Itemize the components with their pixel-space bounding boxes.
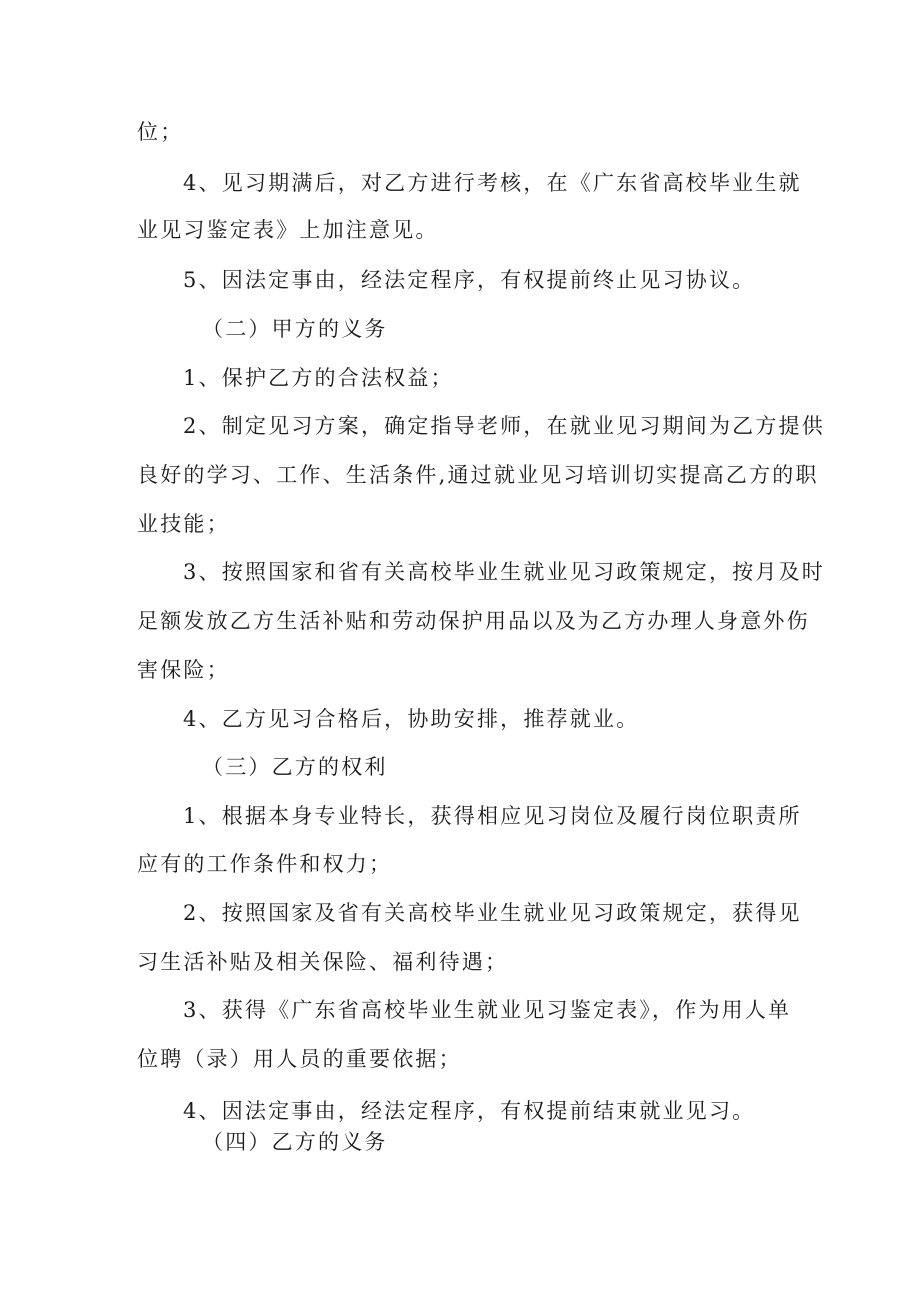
text-line: 2、制定见习方案，确定指导老师，在就业见习期间为乙方提供 <box>183 414 825 438</box>
text-line: 3、获得《广东省高校毕业生就业见习鉴定表》，作为用人单 <box>183 998 792 1022</box>
text-line: 4、乙方见习合格后，协助安排，推荐就业。 <box>183 707 640 731</box>
text-line: 位聘（录）用人员的重要依据； <box>137 1047 462 1071</box>
section-heading: （四）乙方的义务 <box>202 1130 388 1154</box>
text-line: 1、根据本身专业特长，获得相应见习岗位及履行岗位职责所 <box>183 804 802 828</box>
text-line: 5、因法定事由，经法定程序，有权提前终止见习协议。 <box>183 268 756 292</box>
section-heading: （二）甲方的义务 <box>202 317 388 341</box>
text-line: 害保险； <box>137 658 230 682</box>
text-line: 业见习鉴定表》上加注意见。 <box>137 218 439 242</box>
text-line: 4、因法定事由，经法定程序，有权提前结束就业见习。 <box>183 1099 756 1123</box>
text-line: 足额发放乙方生活补贴和劳动保护用品以及为乙方办理人身意外伤 <box>137 609 810 633</box>
text-line: 位； <box>137 120 184 144</box>
text-line: 2、按照国家及省有关高校毕业生就业见习政策规定，获得见 <box>183 901 802 925</box>
text-line: 习生活补贴及相关保险、福利待遇； <box>137 950 509 974</box>
text-line: 4、见习期满后，对乙方进行考核，在《广东省高校毕业生就 <box>183 171 802 195</box>
text-line: 1、保护乙方的合法权益； <box>183 366 454 390</box>
text-line: 良好的学习、工作、生活条件,通过就业见习培训切实提高乙方的职 <box>137 463 819 487</box>
text-line: 业技能； <box>137 512 230 536</box>
section-heading: （三）乙方的权利 <box>202 755 388 779</box>
text-line: 3、按照国家和省有关高校毕业生就业见习政策规定，按月及时 <box>183 560 825 584</box>
text-line: 应有的工作条件和权力； <box>137 852 393 876</box>
